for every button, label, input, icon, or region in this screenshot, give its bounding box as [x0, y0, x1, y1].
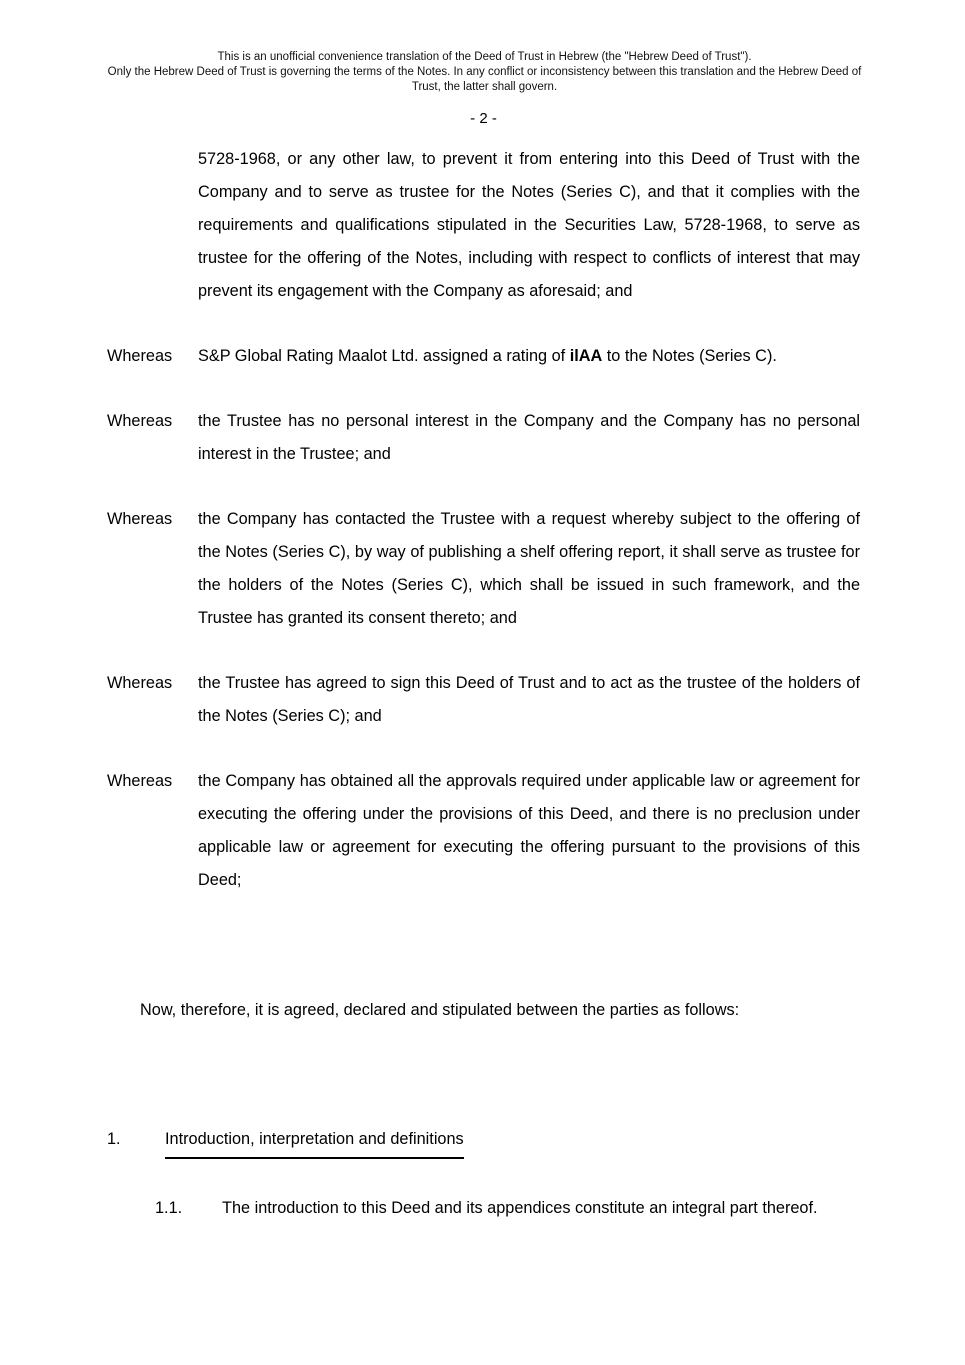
- agreement-clause: Now, therefore, it is agreed, declared and stipulated between the parties as follows:: [140, 1001, 740, 1019]
- whereas-text: [198, 340, 860, 373]
- whereas-label: Whereas: [107, 772, 173, 790]
- whereas-text: the Trustee has agreed to sign this Deed of Trust and to act as the trustee of the holders of the Notes (Series C); and: [198, 674, 860, 725]
- whereas-clause-company-request: [107, 503, 860, 635]
- section-title: Introduction, interpretation and definitions: [165, 1123, 464, 1159]
- document-body: [107, 143, 860, 1225]
- whereas-label: Whereas: [107, 674, 173, 692]
- whereas-text: the Company has contacted the Trustee with a request whereby subject to the offering of the Notes (Series C), by way of publishing a shelf offering report, it shall serve as trustee for the holders of the Notes (Series C), which shall be issued in such framework, and the Trustee has granted its consent thereto; and: [198, 510, 860, 627]
- whereas-text-pre: S&P Global Rating Maalot Ltd. assigned a rating of: [198, 347, 570, 365]
- whereas-label: Whereas: [107, 347, 173, 365]
- whereas-text: the Company has obtained all the approvals required under applicable law or agreement for executing the offering under the provisions of this Deed, and there is no preclusion under applicable law or agreement for executing the offering pursuant to the provisions of this Deed;: [198, 772, 860, 889]
- whereas-clause-no-personal-interest: [107, 405, 860, 471]
- disclaimer-header: [107, 50, 862, 95]
- subsection-number: 1.1.: [155, 1199, 183, 1217]
- whereas-label: Whereas: [107, 412, 173, 430]
- subsection-1-1: [155, 1192, 860, 1225]
- whereas-label: Whereas: [107, 510, 173, 528]
- intro-continuation-paragraph: 5728-1968, or any other law, to prevent it from entering into this Deed of Trust with the Company and to serve as trustee for the Notes (Series C), and that it complies with the requirements and qualifications stipulated in the Securities Law, 5728-1968, to serve as trustee for the offering of the Notes, including with respect to conflicts of interest that may prevent its engagement with the Company as aforesaid; and: [198, 150, 860, 300]
- section-1-heading: [107, 1123, 860, 1159]
- whereas-clause-approvals: [107, 765, 860, 897]
- whereas-clause-trustee-agreed: [107, 667, 860, 733]
- whereas-clause-rating: [107, 340, 860, 373]
- rating-value: ilAA: [569, 347, 603, 365]
- section-number: 1.: [107, 1130, 121, 1148]
- subsection-text: The introduction to this Deed and its appendices constitute an integral part thereof.: [222, 1199, 818, 1217]
- page-number: - 2 -: [470, 110, 497, 127]
- whereas-text: the Trustee has no personal interest in the Company and the Company has no personal interest in the Trustee; and: [198, 412, 860, 463]
- whereas-text-post: to the Notes (Series C).: [602, 347, 777, 365]
- disclaimer-line-1: This is an unofficial convenience translation of the Deed of Trust in Hebrew (the "Hebrew Deed of Trust").: [217, 51, 752, 63]
- disclaimer-line-2: Only the Hebrew Deed of Trust is governing the terms of the Notes. In any conflict or inconsistency between this translation and the Hebrew Deed of Trust, the latter shall govern.: [107, 66, 862, 93]
